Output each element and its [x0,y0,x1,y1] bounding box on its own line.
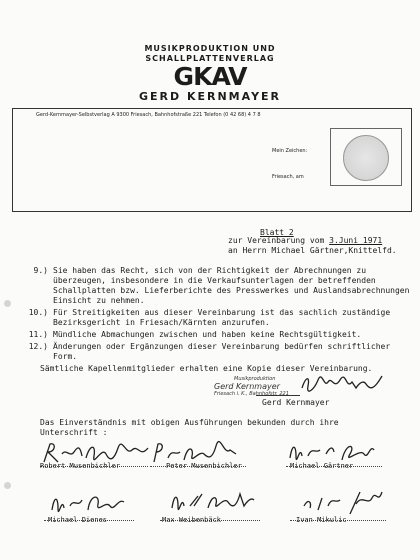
agreement-recipient: an Herrn Michael Gärtner,Knittelfd. [228,246,397,255]
signature-ivan-mikulic [300,488,384,518]
company-stamp [214,376,289,397]
sender-address: Gerd-Kernmayer-Selbstverlag A 9300 Friesach, Bahnhofstraße 221 Telefon (0 42 68) 4 7 8 [36,112,261,118]
clause-text: Für Streitigkeiten aus dieser Vereinbarung ist das sachlich zuständige Bezirksgericht in Friesach/Kärnten anzurufen. [53,308,391,327]
company-name: GERD KERNMAYER [138,90,282,103]
signer-name: Gerd Kernmayer [262,398,330,407]
closing-sentence: Sämtliche Kapellenmitglieder erhalten eine Kopie dieser Vereinbarung. [40,364,373,373]
clause [24,342,414,362]
signature-gerd-kernmayer [300,372,384,394]
page-number: Blatt 2 [260,228,294,237]
letterhead-line2: SCHALLPLATTENVERLAG [145,54,275,63]
clause-number: 9.) [33,266,48,275]
signature-max-weibenbaeck [168,488,258,516]
place-date-label: Friesach, am [272,174,304,180]
clause-number: 11.) [28,330,48,339]
signatory-name: Robert Musenbichler [40,462,121,470]
receipt-stamp-box [330,128,402,186]
clause-number: 10.) [28,308,48,317]
agreement-reference [228,236,414,256]
consent-statement: Das Einverständnis mit obigen Ausführungen bekunden durch ihre Unterschrift : [40,418,339,437]
punch-hole [4,300,11,307]
clause-text: Sie haben das Recht, sich von der Richtigkeit der Abrechnungen zu überzeugen, insbesondere in die Verkaufsunterlagen der betreffenden Schallplatten bzw. Lieferberichte des Presswerkes und Auslandsabrechnungen Einsicht zu nehmen. [53,266,410,305]
letterhead-title [120,44,300,64]
signatory-name: Michael Dienes [48,516,108,524]
clause-list [24,266,414,364]
signatory-name: Max Weibenbäck [162,516,222,524]
clause [24,330,414,340]
stamp-address: Friesach i. K., Bahnhofstr. 221 [214,391,289,397]
stamp-line1: Musikproduktion [234,376,276,382]
stamp-name: Gerd Kernmayer [214,382,280,391]
reference-label: Mein Zeichen: [272,148,308,154]
signatory-name: Michael Gärtner [290,462,354,470]
agreement-prefix: zur Vereinbarung vom [228,236,330,245]
clause [24,266,414,306]
clause-text: Änderungen oder Ergänzungen dieser Vereinbarung bedürfen schriftlicher Form. [53,342,391,361]
letterhead-line1: MUSIKPRODUKTION UND [144,44,276,53]
seal-icon [343,135,389,181]
divider [256,395,300,396]
clause [24,308,414,328]
company-logo: GKAV [173,62,247,91]
signatory-name: Peter Musenbichler [166,462,242,470]
signatory-name: Ivan Mikulic [296,516,347,524]
signature-michael-dienes [48,490,128,516]
clause-text: Mündliche Abmachungen zwischen und haben keine Rechtsgültigkeit. [53,330,362,339]
clause-number: 12.) [28,342,48,351]
punch-hole [4,482,11,489]
agreement-date: 3.Juni 1971 [329,236,383,245]
